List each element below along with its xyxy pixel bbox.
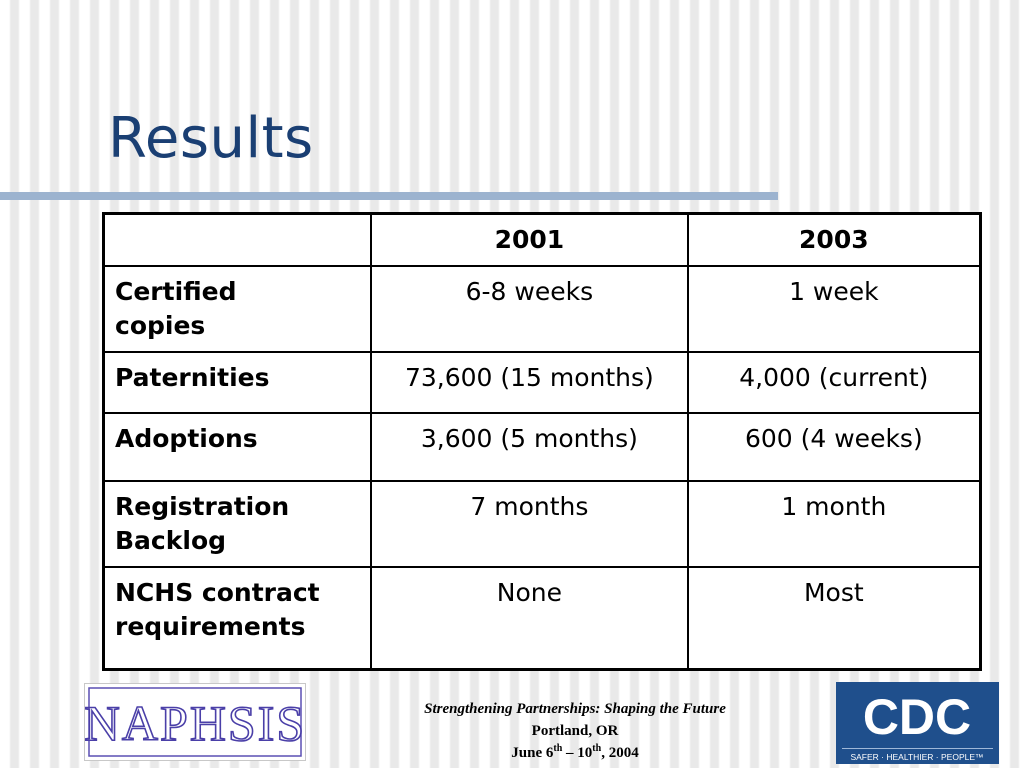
header-empty [104, 214, 372, 267]
cell-2001: None [371, 567, 688, 670]
svg-text:CDC: CDC [862, 689, 972, 745]
cell-2003: 4,000 (current) [688, 352, 981, 413]
row-label: Paternities [104, 352, 372, 413]
header-2001: 2001 [371, 214, 688, 267]
table-row [104, 266, 981, 352]
title-underline [0, 192, 778, 200]
cell-2001: 6-8 weeks [371, 266, 688, 352]
naphsis-logo [84, 683, 306, 761]
table-row [104, 567, 981, 670]
table-header-row [104, 214, 981, 267]
table-row [104, 413, 981, 481]
row-label: NCHS contract requirements [104, 567, 372, 670]
row-label: Adoptions [104, 413, 372, 481]
footer-date: June 6th – 10th, 2004 [511, 743, 639, 761]
footer-location: Portland, OR [531, 723, 619, 739]
row-label: Certified copies [104, 266, 372, 352]
cell-2001: 7 months [371, 481, 688, 567]
slide-title: Results [108, 106, 314, 171]
table-row [104, 352, 981, 413]
cdc-logo [836, 682, 999, 764]
cell-2003: Most [688, 567, 981, 670]
cell-2003: 1 week [688, 266, 981, 352]
cell-2003: 600 (4 weeks) [688, 413, 981, 481]
footer-text [360, 698, 790, 764]
svg-text:NAPHSIS: NAPHSIS [85, 695, 305, 751]
cell-2003: 1 month [688, 481, 981, 567]
cell-2001: 3,600 (5 months) [371, 413, 688, 481]
header-2003: 2003 [688, 214, 981, 267]
table-row [104, 481, 981, 567]
cell-2001: 73,600 (15 months) [371, 352, 688, 413]
results-table [102, 212, 982, 671]
svg-text:SAFER · HEALTHIER · PEOPLE™: SAFER · HEALTHIER · PEOPLE™ [850, 752, 984, 762]
row-label: Registration Backlog [104, 481, 372, 567]
footer-conference-title: Strengthening Partnerships: Shaping the Future [424, 701, 726, 717]
